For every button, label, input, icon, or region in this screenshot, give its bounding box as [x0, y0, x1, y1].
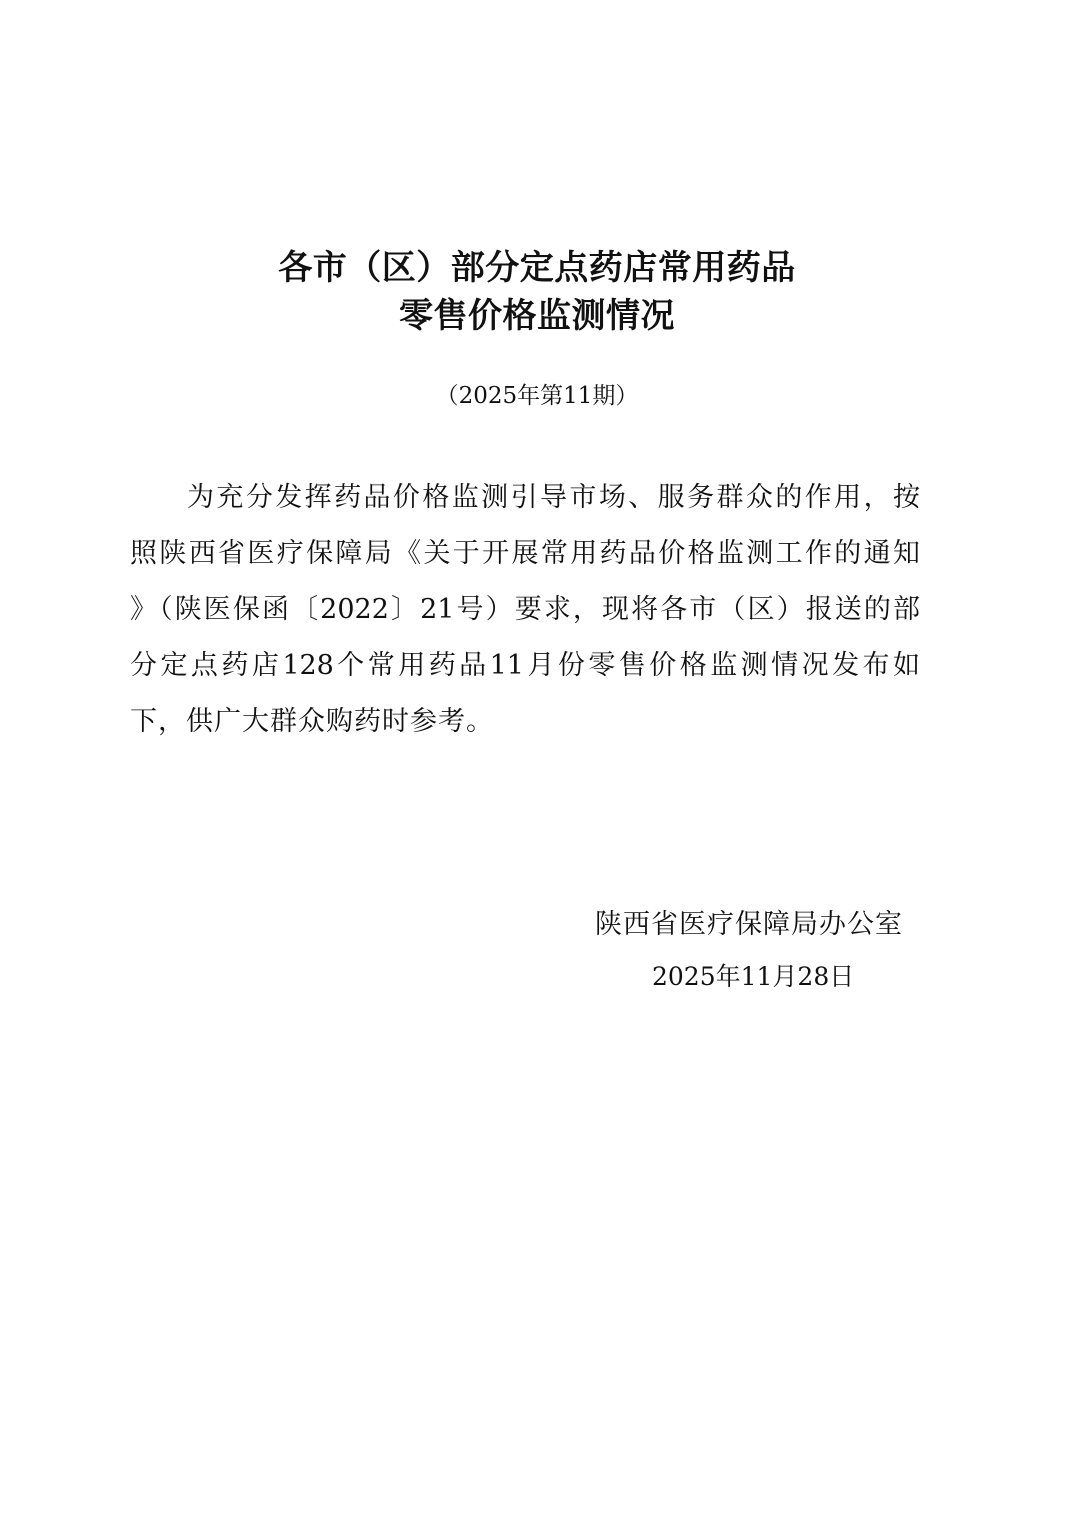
body-line: 分定点药店128个常用药品11月份零售价格监测情况发布如 — [130, 650, 920, 681]
body-line: 为充分发挥药品价格监测引导市场、服务群众的作用，按 — [187, 482, 920, 513]
issue-number: （2025年第11期） — [435, 383, 639, 409]
signature-organization: 陕西省医疗保障局办公室 — [595, 909, 903, 940]
document-title-line-2: 零售价格监测情况 — [399, 296, 675, 336]
signature-date: 2025年11月28日 — [652, 962, 855, 991]
body-line: 照陕西省医疗保障局《关于开展常用药品价格监测工作的通知 — [130, 538, 920, 569]
body-line: 》（陕医保函〔2022〕21号）要求，现将各市（区）报送的部 — [130, 594, 920, 625]
body-line: 下，供广大群众购药时参考。 — [130, 706, 494, 737]
document-title-line-1: 各市（区）部分定点药店常用药品 — [278, 248, 796, 288]
